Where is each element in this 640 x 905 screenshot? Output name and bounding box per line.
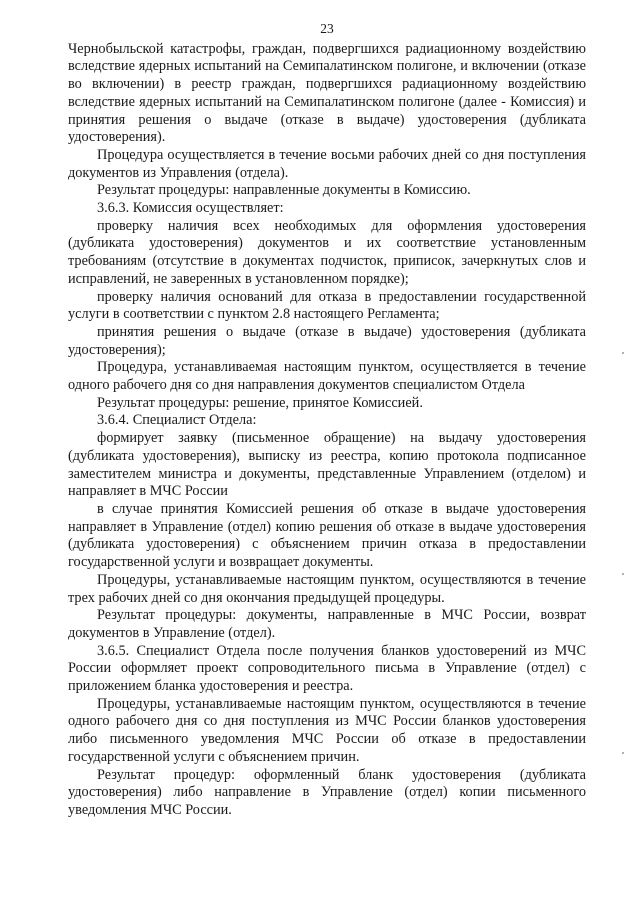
paragraph: в случае принятия Комиссией решения об отказе в выдаче удостоверения направляет в Управление (отдел) копию решения об отказе в выдаче удостоверения (дубликата удостоверения) с объяснением причин отказа в предоставлении государственной услуги и возвращает документы. — [68, 500, 586, 571]
paragraph: Результат процедур: оформленный бланк удостоверения (дубликата удостоверения) либо направление в Управление (отдел) копии письменного уведомления МЧС России. — [68, 766, 586, 818]
paragraph: 3.6.5. Специалист Отдела после получения бланков удостоверений из МЧС России оформляет проект сопроводительного письма в Управление (отдел) с приложением бланка удостоверения и реестра. — [68, 642, 586, 695]
paragraph: Результат процедуры: документы, направленные в МЧС России, возврат документов в Управление (отдел). — [68, 607, 586, 641]
paragraph: Чернобыльской катастрофы, граждан, подвергшихся радиационному воздействию вследствие ядерных испытаний на Семипалатинском полигоне, и включении (отказе во включении) в реестр граждан, подвергшихся радиационному воздействию вследствие ядерных испытаний на Семипалатинском полигоне (далее - Комиссия) и принятия решения о выдаче (отказе в выдаче) удостоверения (дубликата удостоверения). — [68, 40, 586, 146]
paragraph: Процедура, устанавливаемая настоящим пунктом, осуществляется в течение одного рабочего дня со дня направления документов специалистом Отдела — [68, 359, 586, 394]
paragraph: 3.6.3. Комиссия осуществляет: — [97, 200, 284, 217]
paragraph: проверку наличия всех необходимых для оформления удостоверения (дубликата удостоверения) документов и их соответствие установленным требованиям (отсутствие в документах подчисток, приписок, зачеркнутых слов и исправлений, не заверенных в установленном порядке); — [68, 217, 586, 287]
document-page — [68, 20, 586, 820]
paragraph: Результат процедуры: решение, принятое Комиссией. — [97, 394, 423, 411]
page-number: 23 — [320, 21, 334, 36]
paragraph: Процедура осуществляется в течение восьми рабочих дней со дня поступления документов из Управления (отдела). — [68, 146, 586, 181]
scan-artifact — [622, 352, 624, 354]
paragraph: Процедуры, устанавливаемые настоящим пунктом, осуществляются в течение одного рабочего дня со дня поступления из МЧС России бланков удостоверения либо письменного уведомления МЧС России об отказе в предоставлении государственной услуги с объяснением причин. — [68, 695, 586, 765]
scan-artifact — [622, 573, 624, 575]
paragraph: формирует заявку (письменное обращение) на выдачу удостоверения (дубликата удостоверения), выписку из реестра, копию протокола подписанное заместителем министра и документы, представленные Управлением (отделом) и направляет в МЧС России — [68, 430, 586, 500]
paragraph: 3.6.4. Специалист Отдела: — [97, 412, 257, 429]
scan-artifact — [622, 752, 624, 754]
paragraph: Результат процедуры: направленные документы в Комиссию. — [97, 182, 471, 199]
document-body — [68, 41, 586, 820]
paragraph: Процедуры, устанавливаемые настоящим пунктом, осуществляются в течение трех рабочих дней со дня окончания предыдущей процедуры. — [68, 571, 586, 606]
paragraph: проверку наличия оснований для отказа в предоставлении государственной услуги в соответствии с пунктом 2.8 настоящего Регламента; — [68, 288, 586, 323]
paragraph: принятия решения о выдаче (отказе в выдаче) удостоверения (дубликата удостоверения); — [68, 323, 586, 358]
